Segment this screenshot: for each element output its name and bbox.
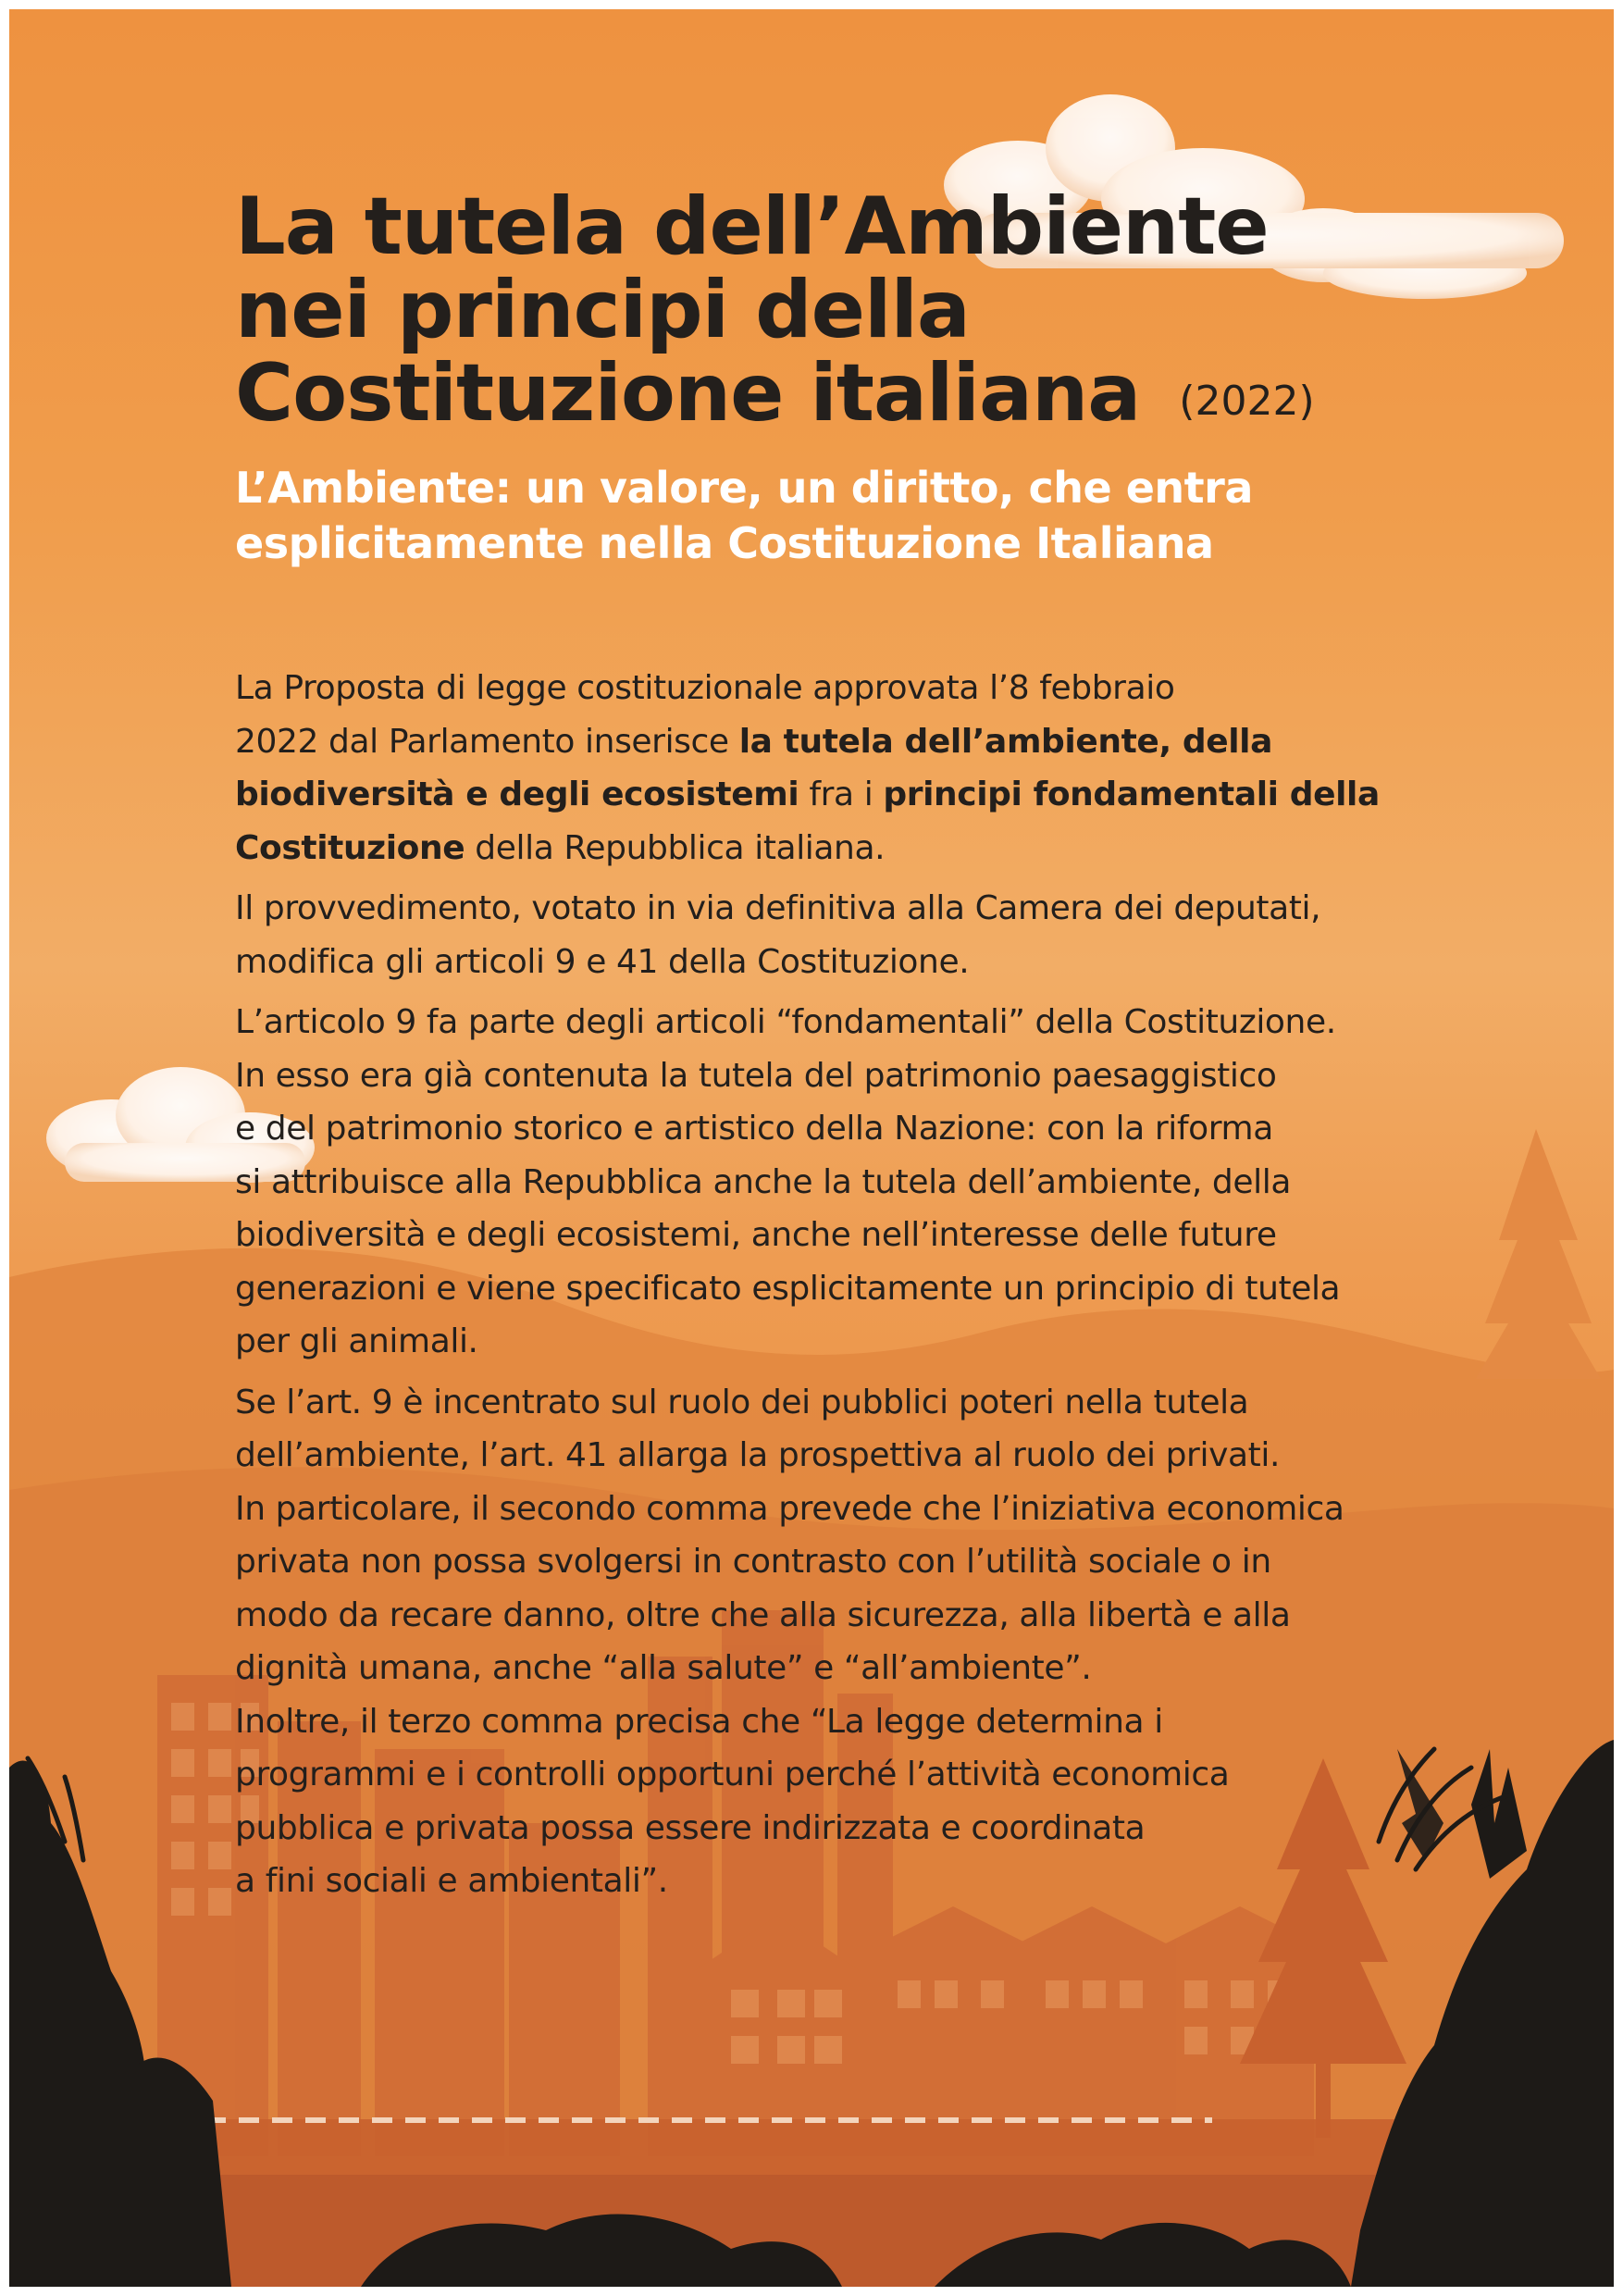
p3-line: In esso era già contenuta la tutela del patrimonio paesaggistico <box>235 1056 1277 1095</box>
page-title <box>235 180 1438 443</box>
p4-line: dignità umana, anche “alla salute” e “all’ambiente”. <box>235 1649 1092 1687</box>
p3-line: L’articolo 9 fa parte degli articoli “fondamentali” della Costituzione. <box>235 1003 1336 1041</box>
p4-line: programmi e i controlli opportuni perché l’attività economica <box>235 1756 1230 1793</box>
p3-line: biodiversità e degli ecosistemi, anche nell’interesse delle future <box>235 1216 1277 1254</box>
p1-l4-text: della Repubblica italiana. <box>465 828 886 867</box>
subtitle-line-1: L’Ambiente: un valore, un diritto, che entra <box>235 463 1253 513</box>
p1-line-2 <box>235 715 1438 769</box>
p4-line: modo da recare danno, oltre che alla sicurezza, alla libertà e alla <box>235 1595 1291 1634</box>
page-subtitle <box>235 460 1438 571</box>
body-text <box>235 662 1438 1908</box>
poster <box>9 9 1614 2287</box>
subtitle-line-2: esplicitamente nella Costituzione Italiana <box>235 518 1214 568</box>
paragraph-2 <box>235 882 1438 988</box>
p2-line: modifica gli articoli 9 e 41 della Costituzione. <box>235 942 970 981</box>
p3-line: e del patrimonio storico e artistico della Nazione: con la riforma <box>235 1110 1273 1148</box>
p4-line: In particolare, il secondo comma prevede che l’iniziativa economica <box>235 1489 1344 1528</box>
p3-line: per gli animali. <box>235 1322 478 1360</box>
p4-line: pubblica e privata possa essere indirizzata e coordinata <box>235 1808 1146 1847</box>
paragraph-3 <box>235 996 1438 1369</box>
p4-line: a fini sociali e ambientali”. <box>235 1862 668 1900</box>
title-line-1: La tutela dell’Ambiente <box>235 180 1269 273</box>
paragraph-1 <box>235 662 1438 875</box>
p1-l2-bold: la tutela dell’ambiente, della <box>738 722 1273 761</box>
title-line-3 <box>235 347 1438 443</box>
p4-line: dell’ambiente, l’art. 41 allarga la prospettiva al ruolo dei privati. <box>235 1436 1280 1474</box>
p4-line: privata non possa svolgersi in contrasto con l’utilità sociale o in <box>235 1543 1271 1581</box>
p1-l3-bold-a: biodiversità e degli ecosistemi <box>235 776 799 813</box>
title-line-3-text: Costituzione italiana <box>235 347 1141 440</box>
p3-line: generazioni e viene specificato esplicitamente un principio di tutela <box>235 1269 1341 1308</box>
p1-l3-text: fra i <box>799 776 884 813</box>
content-block <box>235 180 1438 1916</box>
title-year: (2022) <box>1179 378 1315 425</box>
p1-line-3 <box>235 768 1438 822</box>
p4-line: Inoltre, il terzo comma precisa che “La legge determina i <box>235 1702 1163 1741</box>
p1-l4-bold: Costituzione <box>235 828 465 867</box>
p1-l3-bold-b: principi fondamentali della <box>883 776 1380 813</box>
title-line-2: nei principi della <box>235 264 970 356</box>
p1-line-1: La Proposta di legge costituzionale approvata l’8 febbraio <box>235 669 1175 707</box>
p1-line-4 <box>235 822 1438 875</box>
p1-l2-text: 2022 dal Parlamento inserisce <box>235 722 739 761</box>
p3-line: si attribuisce alla Repubblica anche la tutela dell’ambiente, della <box>235 1162 1291 1201</box>
paragraph-4 <box>235 1376 1438 1908</box>
road <box>9 2119 1614 2175</box>
p2-line: Il provvedimento, votato in via definitiva alla Camera dei deputati, <box>235 889 1321 927</box>
p4-line: Se l’art. 9 è incentrato sul ruolo dei pubblici poteri nella tutela <box>235 1383 1249 1421</box>
